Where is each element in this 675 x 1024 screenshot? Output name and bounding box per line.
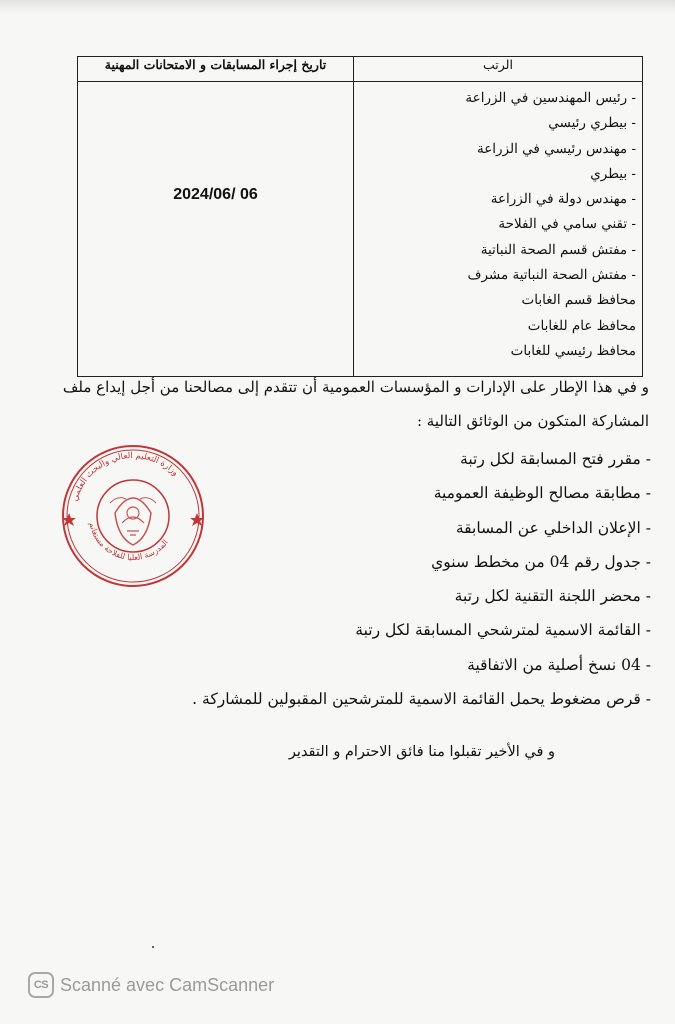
document-item: - قرص مضغوط يحمل القائمة الاسمية للمترشحين المقبولين للمشاركة . [192,690,651,709]
rank-item: - بيطري رئيسي [548,115,636,132]
rank-item: محافظ رئيسي للغابات [510,342,636,359]
stamp-center-ring [97,480,169,552]
rank-item: - تقني سامي في الفلاحة [498,216,636,233]
rank-item: محافظ عام للغابات [527,317,636,334]
table-body-row [78,82,643,377]
exam-date: 2024/06/ 06 [173,186,258,203]
stamp-outer-text: وزارة التعليم العالي والبحث العلمي [70,450,181,503]
rank-item: - مهندس دولة في الزراعة [490,191,636,208]
scan-top-edge [0,0,675,14]
document-item: - جدول رقم 04 من مخطط سنوي [431,552,651,571]
camscanner-logo-icon: CS [28,972,54,998]
closing-line: و في الأخير تقبلوا منا فائق الاحترام و التقدير [288,744,555,760]
document-item: - محضر اللجنة التقنية لكل رتبة [454,587,651,606]
ranks-table [77,56,643,377]
stamp-outer-inner-ring [67,450,199,582]
rank-item: محافظ قسم الغابات [521,292,636,309]
ranks-list [354,86,636,364]
rank-item: - مفتش الصحة النباتية مشرف [467,267,636,284]
scanner-watermark [28,972,274,998]
rank-item: - بيطري [590,165,636,182]
official-stamp [60,443,206,589]
document-item: - مقرر فتح المسابقة لكل رتبة [460,450,651,468]
scan-speck [152,946,154,948]
stamp-inner-text: المدرسة العليا للفلاحة مستغانم [87,521,170,563]
document-item: - الإعلان الداخلي عن المسابقة [455,518,651,537]
stamp-outer-ring [63,446,203,586]
header-ranks: الرتب [354,57,643,82]
document-item: - القائمة الاسمية لمترشحي المسابقة لكل رتبة [355,621,651,640]
document-item: - 04 نسخ أصلية من الاتفاقية [467,655,651,674]
rank-item: - مهندس رئيسي في الزراعة [476,140,636,157]
scanner-watermark-text: Scanné avec CamScanner [60,974,275,995]
document-item: - مطابقة مصالح الوظيفة العمومية [433,484,651,503]
ranks-cell [354,82,643,377]
date-cell [78,82,354,377]
paragraph-line-2: المشاركة المتكون من الوثائق التالية : [416,412,649,430]
emblem-icon [110,498,156,545]
table-header-row [78,57,643,82]
rank-item: - مفتش قسم الصحة النباتية [480,241,636,258]
paragraph-line-1: و في هذا الإطار على الإدارات و المؤسسات العمومية أن تتقدم إلى مصالحنا من أجل إيداع ملف [62,378,649,396]
rank-item: - رئيس المهندسين في الزراعة [465,90,636,106]
header-exam-date: تاريخ إجراء المسابقات و الامتحانات المهنية [78,57,354,82]
required-documents-list [192,442,651,716]
